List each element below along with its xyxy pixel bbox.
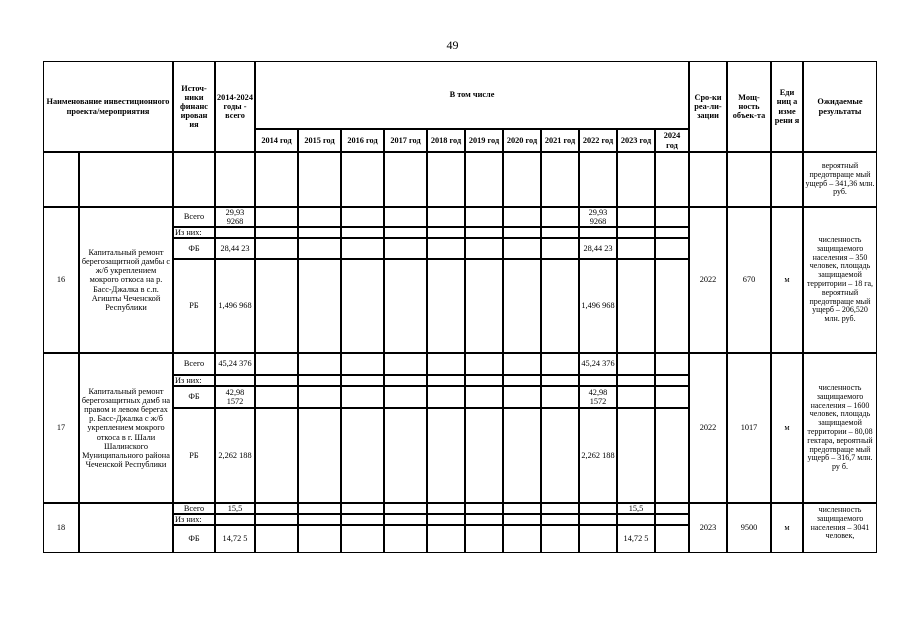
year-cell	[655, 503, 689, 514]
implementation-term: 2022	[689, 353, 727, 503]
year-cell	[427, 259, 465, 353]
funding-source-label: Из них:	[173, 514, 215, 525]
year-cell	[541, 238, 579, 259]
expected-results: численность защищаемого населения – 3041 человек,	[803, 503, 877, 553]
year-cell	[465, 259, 503, 353]
year-cell	[341, 514, 384, 525]
year-header-2018: 2018 год	[427, 129, 465, 152]
year-2023-value	[617, 353, 655, 375]
year-header-2016: 2016 год	[341, 129, 384, 152]
year-cell	[503, 503, 541, 514]
year-cell	[503, 207, 541, 227]
year-cell	[298, 259, 341, 353]
year-2023-value	[617, 207, 655, 227]
funding-source-label: РБ	[173, 259, 215, 353]
year-2022-value: 1,496 968	[579, 259, 617, 353]
year-cell	[503, 259, 541, 353]
row-number: 17	[43, 353, 79, 503]
year-cell	[503, 238, 541, 259]
year-cell	[427, 386, 465, 408]
year-header-2023: 2023 год	[617, 129, 655, 152]
year-cell	[384, 353, 427, 375]
year-cell	[298, 525, 341, 553]
year-cell	[255, 227, 298, 238]
year-cell	[427, 227, 465, 238]
year-2023-value	[617, 408, 655, 503]
year-cell	[341, 503, 384, 514]
row-number: 18	[43, 503, 79, 553]
year-2022-value	[579, 525, 617, 553]
year-2022-value	[579, 227, 617, 238]
year-cell	[298, 514, 341, 525]
funding-source-label: РБ	[173, 408, 215, 503]
carryover-year-cell	[655, 152, 689, 207]
unit-of-measure: м	[771, 207, 803, 353]
year-cell	[384, 207, 427, 227]
year-cell	[655, 353, 689, 375]
carryover-year-cell	[465, 152, 503, 207]
carryover-year-cell	[579, 152, 617, 207]
funding-source-label: Всего	[173, 207, 215, 227]
header-total: 2014-2024 годы - всего	[215, 61, 255, 152]
carryover-capacity-cell	[727, 152, 771, 207]
total-value: 2,262 188	[215, 408, 255, 503]
carryover-year-cell	[341, 152, 384, 207]
year-cell	[341, 353, 384, 375]
total-value: 14,72 5	[215, 525, 255, 553]
year-cell	[427, 514, 465, 525]
year-cell	[341, 525, 384, 553]
implementation-term: 2022	[689, 207, 727, 353]
page-number: 49	[446, 38, 459, 52]
carryover-year-cell	[617, 152, 655, 207]
year-cell	[465, 207, 503, 227]
year-cell	[503, 408, 541, 503]
year-2023-value	[617, 514, 655, 525]
year-cell	[541, 375, 579, 386]
year-header-2019: 2019 год	[465, 129, 503, 152]
expected-results: численность защищаемого населения – 350 человек, площадь защищаемой территории – 18 га, вероятный предотвраще мый ущерб – 206,520 млн. руб.	[803, 207, 877, 353]
year-cell	[465, 408, 503, 503]
year-cell	[384, 514, 427, 525]
year-cell	[341, 227, 384, 238]
year-cell	[503, 514, 541, 525]
year-cell	[255, 238, 298, 259]
implementation-term: 2023	[689, 503, 727, 553]
year-cell	[255, 408, 298, 503]
year-2023-value: 15,5	[617, 503, 655, 514]
total-value: 45,24 376	[215, 353, 255, 375]
year-cell	[384, 386, 427, 408]
year-cell	[384, 503, 427, 514]
year-cell	[298, 408, 341, 503]
year-cell	[255, 503, 298, 514]
header-unit: Еди ниц а изме рени я	[771, 61, 803, 152]
year-cell	[655, 408, 689, 503]
funding-source-label: Всего	[173, 353, 215, 375]
year-2022-value	[579, 503, 617, 514]
year-cell	[384, 375, 427, 386]
year-cell	[427, 408, 465, 503]
carryover-total-cell	[215, 152, 255, 207]
year-header-2020: 2020 год	[503, 129, 541, 152]
expected-results: численность защищаемого населения – 1600 человек, площадь защищаемой территории – 80,08 гектара, вероятный предотвраще мый ущерб – 316,7 млн. ру б.	[803, 353, 877, 503]
year-cell	[255, 525, 298, 553]
year-cell	[503, 227, 541, 238]
project-name: Капитальный ремонт берегозащитных дамб на правом и левом берегах р. Басс-Джалка с ж/б укреплением мокрого откоса в г. Шали Шалинского Муниципального района Чеченской Республики	[79, 353, 173, 503]
year-2023-value	[617, 238, 655, 259]
funding-source-label: ФБ	[173, 238, 215, 259]
year-cell	[384, 238, 427, 259]
total-value	[215, 227, 255, 238]
funding-source-label: ФБ	[173, 386, 215, 408]
year-cell	[541, 514, 579, 525]
unit-of-measure: м	[771, 353, 803, 503]
year-cell	[541, 386, 579, 408]
year-2022-value	[579, 514, 617, 525]
year-cell	[541, 259, 579, 353]
year-cell	[655, 386, 689, 408]
year-cell	[655, 227, 689, 238]
row-number: 16	[43, 207, 79, 353]
year-cell	[341, 207, 384, 227]
year-cell	[465, 514, 503, 525]
carryover-result: вероятный предотвраще мый ущерб – 341,36 млн. руб.	[803, 152, 877, 207]
year-cell	[384, 227, 427, 238]
total-value: 42,98 1572	[215, 386, 255, 408]
year-2022-value: 45,24 376	[579, 353, 617, 375]
carryover-source-cell	[173, 152, 215, 207]
object-capacity: 9500	[727, 503, 771, 553]
total-value: 1,496 968	[215, 259, 255, 353]
year-cell	[255, 375, 298, 386]
carryover-num-cell	[43, 152, 79, 207]
funding-source-label: ФБ	[173, 525, 215, 553]
year-cell	[465, 386, 503, 408]
header-including: В том числе	[255, 61, 689, 129]
project-name: Капитальный ремонт берегозащитной дамбы с ж/б укреплением мокрого откоса на р. Басс-Джалка в с.п. Агишты Чеченской Республики	[79, 207, 173, 353]
carryover-year-cell	[427, 152, 465, 207]
year-2022-value	[579, 375, 617, 386]
year-2023-value: 14,72 5	[617, 525, 655, 553]
year-cell	[503, 353, 541, 375]
year-cell	[655, 238, 689, 259]
year-2022-value: 2,262 188	[579, 408, 617, 503]
year-cell	[298, 207, 341, 227]
funding-source-label: Всего	[173, 503, 215, 514]
header-terms: Сро-ки реа-ли-зации	[689, 61, 727, 152]
year-cell	[298, 386, 341, 408]
header-source: Источ-ники финанс ирован ия	[173, 61, 215, 152]
year-cell	[298, 227, 341, 238]
year-header-2017: 2017 год	[384, 129, 427, 152]
year-cell	[541, 353, 579, 375]
year-2023-value	[617, 227, 655, 238]
year-cell	[341, 375, 384, 386]
year-cell	[255, 259, 298, 353]
object-capacity: 1017	[727, 353, 771, 503]
investment-table	[43, 61, 877, 566]
year-header-2022: 2022 год	[579, 129, 617, 152]
year-2023-value	[617, 375, 655, 386]
year-cell	[503, 386, 541, 408]
header-name: Наименование инвестиционного проекта/мероприятия	[43, 61, 173, 152]
year-cell	[298, 238, 341, 259]
funding-source-label: Из них:	[173, 375, 215, 386]
year-cell	[541, 503, 579, 514]
unit-of-measure: м	[771, 503, 803, 553]
year-cell	[341, 238, 384, 259]
year-cell	[427, 375, 465, 386]
total-value	[215, 514, 255, 525]
year-cell	[427, 207, 465, 227]
carryover-year-cell	[255, 152, 298, 207]
year-cell	[427, 353, 465, 375]
year-cell	[384, 259, 427, 353]
year-header-2021: 2021 год	[541, 129, 579, 152]
carryover-year-cell	[541, 152, 579, 207]
year-cell	[341, 386, 384, 408]
year-header-2015: 2015 год	[298, 129, 341, 152]
year-cell	[655, 259, 689, 353]
year-cell	[384, 408, 427, 503]
carryover-year-cell	[503, 152, 541, 207]
year-2023-value	[617, 386, 655, 408]
year-cell	[465, 238, 503, 259]
year-2022-value: 28,44 23	[579, 238, 617, 259]
funding-source-label: Из них:	[173, 227, 215, 238]
year-cell	[427, 238, 465, 259]
header-results: Ожидаемые результаты	[803, 61, 877, 152]
year-cell	[255, 207, 298, 227]
year-2023-value	[617, 259, 655, 353]
year-cell	[465, 227, 503, 238]
carryover-year-cell	[384, 152, 427, 207]
total-value: 29,93 9268	[215, 207, 255, 227]
year-header-2024: 2024 год	[655, 129, 689, 152]
year-cell	[255, 514, 298, 525]
year-cell	[465, 375, 503, 386]
year-cell	[465, 353, 503, 375]
carryover-year-cell	[298, 152, 341, 207]
total-value: 28,44 23	[215, 238, 255, 259]
year-cell	[427, 503, 465, 514]
year-cell	[341, 259, 384, 353]
year-cell	[655, 525, 689, 553]
carryover-unit-cell	[771, 152, 803, 207]
year-cell	[298, 375, 341, 386]
year-2022-value: 42,98 1572	[579, 386, 617, 408]
year-cell	[298, 503, 341, 514]
year-cell	[541, 207, 579, 227]
carryover-name-cell	[79, 152, 173, 207]
year-cell	[384, 525, 427, 553]
year-cell	[655, 207, 689, 227]
year-cell	[255, 386, 298, 408]
year-cell	[341, 408, 384, 503]
year-cell	[541, 227, 579, 238]
year-2022-value: 29,93 9268	[579, 207, 617, 227]
year-cell	[655, 514, 689, 525]
year-cell	[465, 503, 503, 514]
year-cell	[298, 353, 341, 375]
total-value: 15,5	[215, 503, 255, 514]
year-cell	[503, 375, 541, 386]
year-cell	[541, 408, 579, 503]
year-cell	[255, 353, 298, 375]
year-cell	[655, 375, 689, 386]
year-header-2014: 2014 год	[255, 129, 298, 152]
year-cell	[427, 525, 465, 553]
carryover-term-cell	[689, 152, 727, 207]
project-name	[79, 503, 173, 553]
object-capacity: 670	[727, 207, 771, 353]
year-cell	[541, 525, 579, 553]
header-capacity: Мощ-ность объек-та	[727, 61, 771, 152]
total-value	[215, 375, 255, 386]
year-cell	[465, 525, 503, 553]
year-cell	[503, 525, 541, 553]
